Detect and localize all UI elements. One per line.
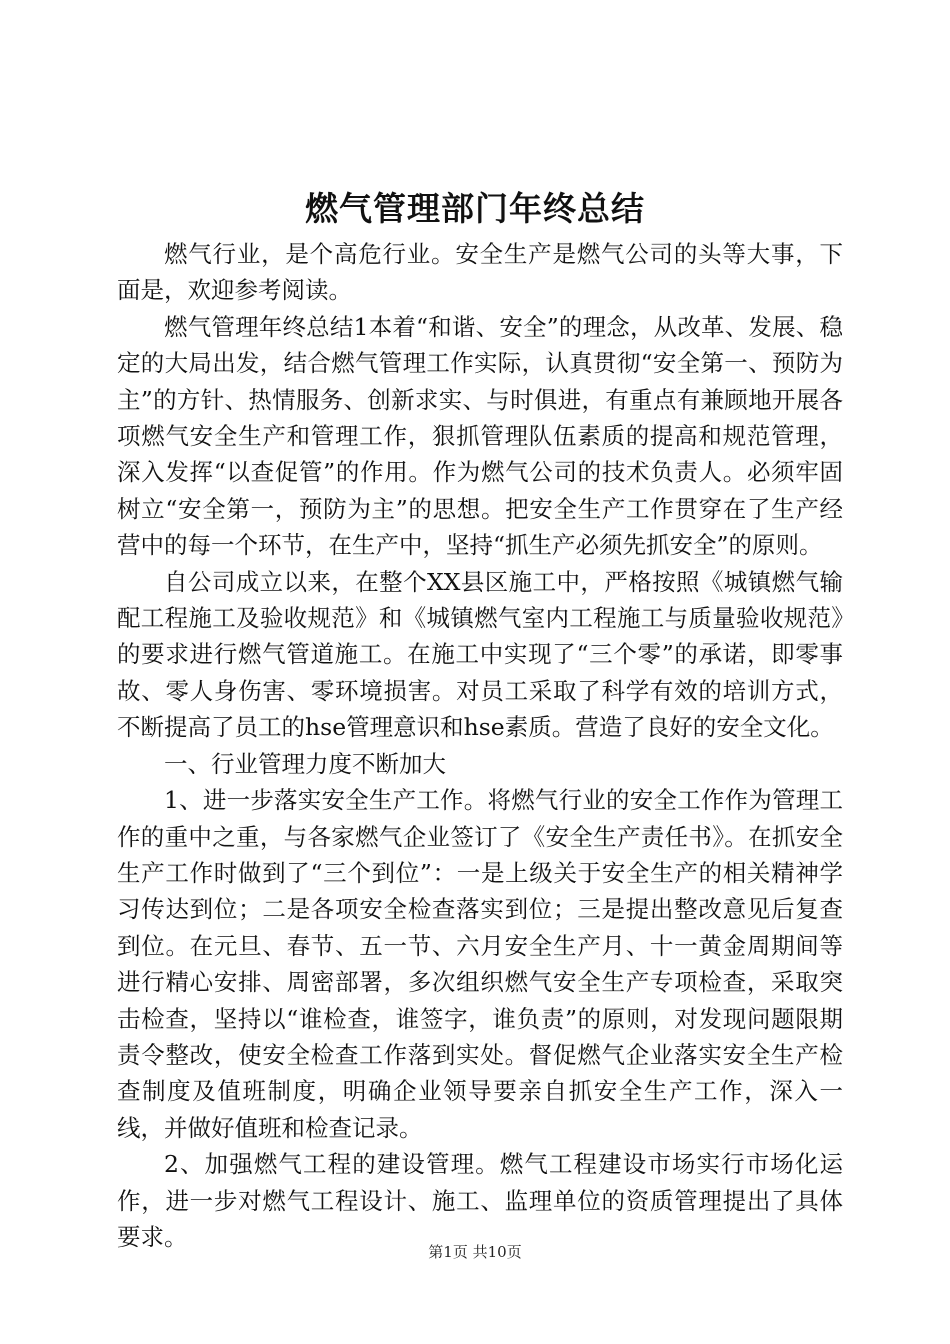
document-title: 燃气管理部门年终总结 — [305, 189, 645, 228]
paragraph-intro: 燃气行业，是个高危行业。安全生产是燃气公司的头等大事，下面是，欢迎参考阅读。 — [117, 240, 843, 305]
paragraph-safety-production: 1、进一步落实安全生产工作。将燃气行业的安全工作作为管理工作的重中之重，与各家燃气企业签订了《安全生产责任书》。在抓安全生产工作时做到了“三个到位”：一是上级关于安全生产的相关精神学习传达到位；二是各项安全检查落实到位；三是提出整改意见后复查到位。在元旦、春节、五一节、六月安全生产月、十一黄金周期间等进行精心安排、周密部署，多次组织燃气安全生产专项检查，采取突击检查，坚持以“谁检查，谁签字，谁负责”的原则，对发现问题限期责令整改，使安全检查工作落到实处。督促燃气企业落实安全生产检查制度及值班制度，明确企业领导要亲自抓安全生产工作，深入一线，并做好值班和检查记录。 — [117, 786, 843, 1142]
paragraph-company-construction: 自公司成立以来，在整个XX县区施工中，严格按照《城镇燃气输配工程施工及验收规范》和《城镇燃气室内工程施工与质量验收规范》的要求进行燃气管道施工。在施工中实现了“三个零”的承诺，即零事故、零人身伤害、零环境损害。对员工采取了科学有效的培训方式，不断提高了员工的hse管理意识和hse素质。营造了良好的安全文化。 — [117, 567, 843, 742]
page-footer: 第1页 共10页 — [428, 1243, 522, 1261]
paragraph-engineering-management: 2、加强燃气工程的建设管理。燃气工程建设市场实行市场化运作，进一步对燃气工程设计、施工、监理单位的资质管理提出了具体要求。 — [117, 1150, 843, 1251]
paragraph-summary-1: 燃气管理年终总结1本着“和谐、安全”的理念，从改革、发展、稳定的大局出发，结合燃气管理工作实际，认真贯彻“安全第一、预防为主”的方针、热情服务、创新求实、与时俱进，有重点有兼顾地开展各项燃气安全生产和管理工作，狠抓管理队伍素质的提高和规范管理，深入发挥“以查促管”的作用。作为燃气公司的技术负责人。必须牢固树立“安全第一，预防为主”的思想。把安全生产工作贯穿在了生产经营中的每一个环节，在生产中，坚持“抓生产必须先抓安全”的原则。 — [117, 312, 843, 560]
document-body — [117, 236, 843, 1255]
section-heading-industry-management: 一、行业管理力度不断加大 — [164, 749, 446, 778]
